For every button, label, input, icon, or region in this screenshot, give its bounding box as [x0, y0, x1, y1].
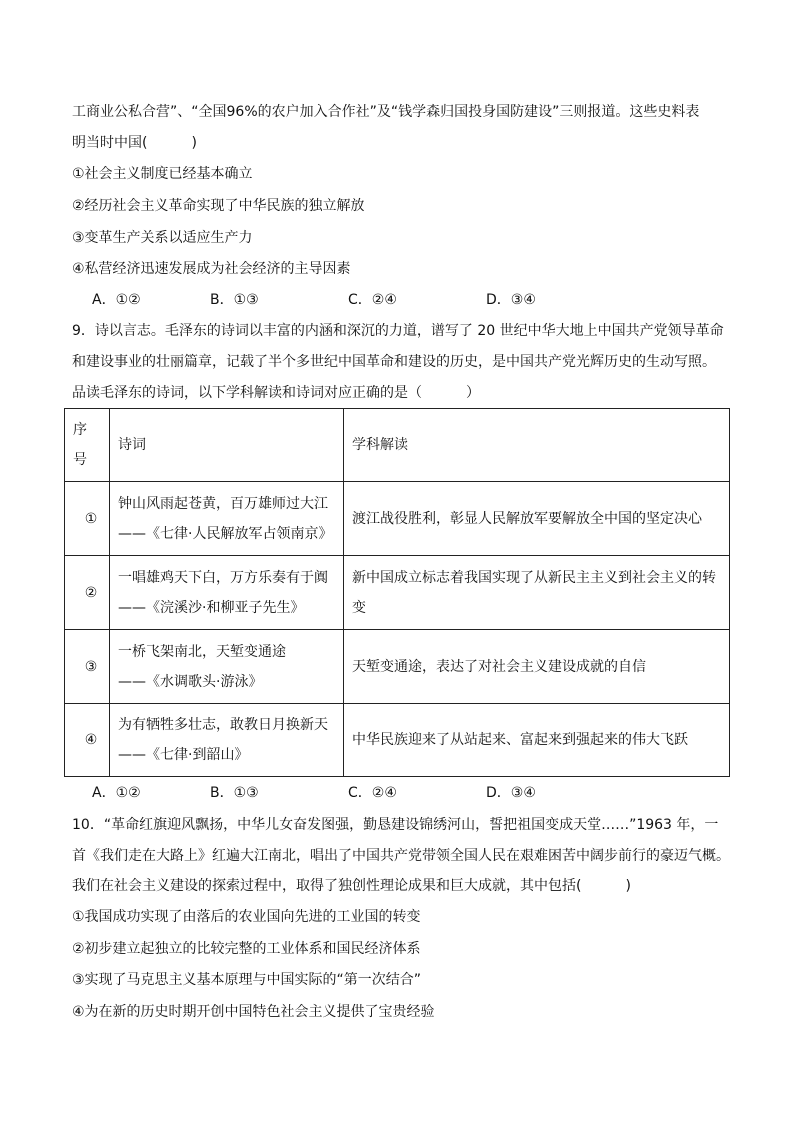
poem-source: ——《水调歌头·游泳》 [118, 673, 263, 690]
poem-source: ——《七律·到韶山》 [118, 747, 249, 763]
q8-item-4: ④私营经济迅速发展成为社会经济的主导因素 [72, 261, 351, 277]
row-num: ② [65, 556, 110, 630]
poem-line: 一桥飞架南北，天堑变通途 [118, 643, 286, 660]
q9-stem-line2: 和建设事业的壮丽篇章，记载了半个多世纪中国革命和建设的历史，是中国共产党光辉历史的生动写照。 [72, 354, 716, 370]
q8-option-c: C．②④ [348, 292, 397, 308]
q9-option-a: A．①② [92, 785, 141, 801]
poem-table [64, 408, 730, 777]
row-poem [110, 556, 344, 630]
q8-option-b: B．①③ [210, 292, 259, 308]
q8-stem-line2 [72, 133, 197, 153]
poem-source: ——《七律·人民解放军占领南京》 [118, 525, 333, 542]
poem-source: ——《浣溪沙·和柳亚子先生》 [118, 599, 305, 616]
q10-stem-line1: 10．“革命红旗迎风飘扬，中华儿女奋发图强，勤恳建设锦绣河山，誓把祖国变成天堂……”1963 年，一 [72, 817, 719, 833]
q8-options [92, 290, 612, 310]
row-num: ④ [65, 704, 110, 777]
q10-stem-line3 [72, 876, 631, 896]
table-row [65, 630, 730, 704]
poem-line: 一唱雄鸡天下白，万方乐奏有于阗 [118, 569, 328, 586]
q10-stem-text: 我们在社会主义建设的探索过程中，取得了独创性理论成果和巨大成就，其中包括( [72, 878, 582, 894]
q10-stem-line2: 首《我们走在大路上》红遍大江南北，唱出了中国共产党带领全国人民在艰难困苦中阔步前行的豪迈气概。 [72, 848, 730, 864]
q8-item-2: ②经历社会主义革命实现了中华民族的独立解放 [72, 198, 365, 214]
q10-item-1: ①我国成功实现了由落后的农业国向先进的工业国的转变 [72, 909, 421, 925]
q8-stem-line1: 工商业公私合营”、“全国96%的农户加入合作社”及“钱学森归国投身国防建设”三则报道。这些史料表 [72, 104, 700, 120]
row-poem [110, 704, 344, 777]
row-poem [110, 630, 344, 704]
table-row [65, 704, 730, 777]
q9-options [92, 783, 612, 803]
poem-line: 钟山风雨起苍黄，百万雄师过大江 [118, 495, 328, 512]
q9-stem-line1: 9．诗以言志。毛泽东的诗词以丰富的内涵和深沉的力道，谱写了 20 世纪中华大地上中国共产党领导革命 [72, 323, 724, 339]
q10-item-2: ②初步建立起独立的比较完整的工业体系和国民经济体系 [72, 941, 421, 957]
q8-item-3: ③变革生产关系以适应生产力 [72, 230, 253, 246]
q9-paren-close: ） [466, 385, 480, 401]
interp-line: 新中国成立标志着我国实现了从新民主主义到社会主义的转 [352, 569, 716, 586]
row-interp: 渡江战役胜利，彰显人民解放军要解放全中国的坚定决心 [344, 482, 730, 556]
interp-line: 变 [352, 599, 366, 616]
table-row [65, 556, 730, 630]
row-num: ① [65, 482, 110, 556]
header-num-a: 序 [73, 422, 87, 438]
q9-option-d: D．③④ [486, 785, 536, 801]
table-row [65, 482, 730, 556]
q10-paren-close: ) [625, 878, 631, 894]
q9-option-c: C．②④ [348, 785, 397, 801]
header-num [65, 409, 110, 482]
q9-option-b: B．①③ [210, 785, 259, 801]
header-interp: 学科解读 [344, 409, 730, 482]
table-header-row [65, 409, 730, 482]
row-interp: 天堑变通途，表达了对社会主义建设成就的自信 [344, 630, 730, 704]
q8-paren-close: ) [191, 135, 197, 151]
q9-stem-text: 品读毛泽东的诗词，以下学科解读和诗词对应正确的是（ [72, 385, 422, 401]
row-poem [110, 482, 344, 556]
q10-item-3: ③实现了马克思主义基本原理与中国实际的“第一次结合” [72, 972, 422, 988]
row-interp: 中华民族迎来了从站起来、富起来到强起来的伟大飞跃 [344, 704, 730, 777]
q8-option-d: D．③④ [486, 292, 536, 308]
q9-stem-line3 [72, 383, 480, 403]
q8-stem-text: 明当时中国( [72, 135, 148, 151]
header-poem: 诗词 [110, 409, 344, 482]
header-num-b: 号 [73, 452, 87, 468]
row-interp [344, 556, 730, 630]
row-num: ③ [65, 630, 110, 704]
q8-item-1: ①社会主义制度已经基本确立 [72, 166, 253, 182]
poem-line: 为有牺牲多壮志，敢教日月换新天 [118, 717, 328, 733]
q8-option-a: A．①② [92, 292, 141, 308]
q10-item-4: ④为在新的历史时期开创中国特色社会主义提供了宝贵经验 [72, 1004, 435, 1020]
